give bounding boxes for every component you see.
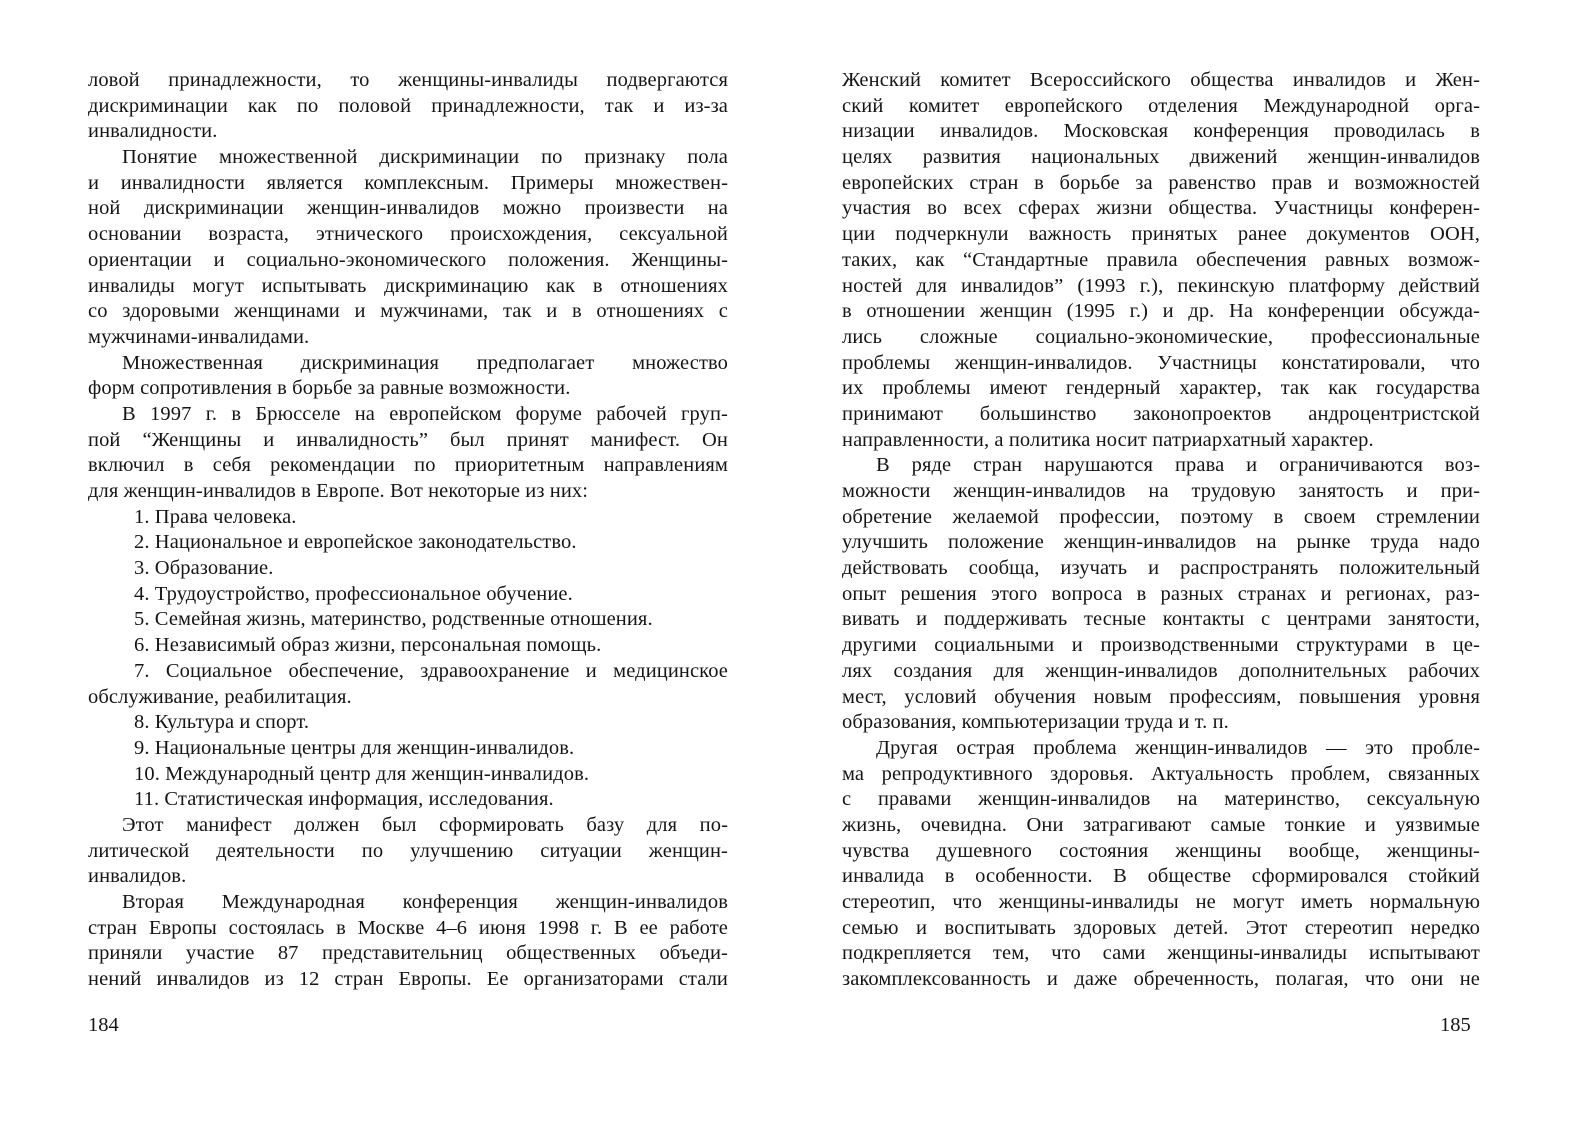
- text-line: инвалидности.: [88, 120, 218, 143]
- left-page-text: [88, 68, 728, 993]
- text-line: 1. Права человека.: [134, 505, 297, 528]
- text-line: В 1997 г. в Брюсселе на европейском форуме рабочей груп-: [122, 402, 728, 425]
- text-line: ции подчеркнули важность принятых ранее документов ООН,: [842, 223, 1480, 246]
- text-line: другими социальными и производственными структурами в це-: [842, 634, 1480, 657]
- list-item: [88, 710, 728, 736]
- right-page-text: [842, 68, 1480, 993]
- text-line: целях развития национальных движений женщин-инвалидов: [842, 146, 1480, 169]
- text-line: 10. Международный центр для женщин-инвалидов.: [134, 762, 590, 785]
- text-line: участия во всех сферах жизни общества. Участницы конферен-: [842, 197, 1480, 220]
- text-line: инвалиды могут испытывать дискриминацию как в отношениях: [88, 274, 728, 297]
- text-line: Вторая Международная конференция женщин-инвалидов: [122, 891, 728, 913]
- paragraph: [88, 890, 728, 993]
- text-line: со здоровыми женщинами и мужчинами, так и в отношениях с: [88, 300, 728, 323]
- text-line: обретение желаемой профессии, поэтому в своем стремлении: [842, 505, 1480, 528]
- list-item: [88, 607, 728, 633]
- text-line: литической деятельности по улучшению ситуации женщин-: [88, 839, 728, 862]
- text-line: 9. Национальные центры для женщин-инвалидов.: [134, 736, 575, 759]
- text-line: ский комитет европейского отделения Международной орга-: [842, 94, 1480, 117]
- text-line: направленности, а политика носит патриархатный характер.: [842, 428, 1374, 451]
- text-line: таких, как “Стандартные правила обеспечения равных возмож-: [842, 248, 1480, 271]
- list-item: [88, 633, 728, 659]
- text-line: для женщин-инвалидов в Европе. Вот некоторые из них:: [88, 480, 589, 502]
- text-line: опыт решения этого вопроса в разных странах и регионах, раз-: [842, 582, 1480, 605]
- paragraph: [88, 813, 728, 890]
- text-line: инвалида в особенности. В обществе сформировался стойкий: [842, 865, 1480, 888]
- list-item: [88, 582, 728, 608]
- paragraph: [88, 145, 728, 351]
- text-line: стран Европы состоялась в Москве 4–6 июня 1998 г. В ее работе: [88, 916, 728, 939]
- paragraph: [88, 402, 728, 505]
- list-item: [88, 505, 728, 531]
- text-line: Понятие множественной дискриминации по признаку пола: [122, 146, 728, 169]
- text-line: улучшить положение женщин-инвалидов на рынке труда надо: [842, 531, 1480, 554]
- text-line: 5. Семейная жизнь, материнство, родственные отношения.: [134, 608, 653, 631]
- text-line: в отношении женщин (1995 г.) и др. На конференции обсужда-: [842, 300, 1480, 323]
- text-line: В ряде стран нарушаются права и ограничиваются воз-: [876, 454, 1480, 477]
- text-line: ловой принадлежности, то женщины-инвалиды подвергаются: [88, 69, 728, 91]
- text-line: Другая острая проблема женщин-инвалидов — это пробле-: [876, 736, 1480, 759]
- text-line: принимают большинство законопроектов андроцентристской: [842, 402, 1480, 425]
- text-line: приняли участие 87 представительниц общественных объеди-: [88, 942, 728, 965]
- text-line: и инвалидности является комплексным. Примеры множествен-: [88, 171, 728, 194]
- text-line: ма репродуктивного здоровья. Актуальность проблем, связанных: [842, 762, 1480, 785]
- text-line: Женский комитет Всероссийского общества инвалидов и Жен-: [842, 69, 1480, 91]
- list-item: [88, 736, 728, 762]
- text-line: закомплексованность и даже обреченность, полагая, что они не: [842, 968, 1480, 991]
- text-line: мужчинами-инвалидами.: [88, 325, 310, 348]
- text-line: мест, условий обучения новым профессиям, повышения уровня: [842, 685, 1480, 708]
- text-line: форм сопротивления в борьбе за равные возможности.: [88, 377, 571, 400]
- paragraph: [88, 351, 728, 402]
- paragraph: [88, 68, 728, 145]
- text-line: инвалидов.: [88, 865, 187, 888]
- text-line: 2. Национальное и европейское законодательство.: [134, 531, 577, 554]
- text-line: стереотип, что женщины-инвалиды не могут иметь нормальную: [842, 891, 1480, 913]
- text-line: Этот манифест должен был сформировать базу для по-: [122, 813, 728, 836]
- paragraph: [842, 68, 1480, 453]
- text-line: обслуживание, реабилитация.: [88, 685, 352, 708]
- list-item: [88, 762, 728, 788]
- text-line: проблемы женщин-инвалидов. Участницы констатировали, что: [842, 351, 1480, 374]
- page-number-right: 185: [1440, 1014, 1471, 1036]
- paragraph: [842, 736, 1480, 993]
- text-line: европейских стран в борьбе за равенство прав и возможностей: [842, 171, 1480, 194]
- text-line: семью и воспитывать здоровых детей. Этот стереотип нередко: [842, 916, 1480, 939]
- text-line: образования, компьютеризации труда и т. п.: [842, 711, 1229, 734]
- text-line: включил в себя рекомендации по приоритетным направлениям: [88, 454, 728, 477]
- text-line: чувства душевного состояния женщины вообще, женщины-: [842, 839, 1480, 862]
- text-line: можности женщин-инвалидов на трудовую занятость и при-: [842, 480, 1480, 502]
- text-line: ной дискриминации женщин-инвалидов можно произвести на: [88, 197, 728, 220]
- text-line: нений инвалидов из 12 стран Европы. Ее организаторами стали: [88, 968, 728, 991]
- text-line: 7. Социальное обеспечение, здравоохранение и медицинское: [134, 659, 728, 682]
- text-line: 6. Независимый образ жизни, персональная помощь.: [134, 634, 602, 657]
- text-line: их проблемы имеют гендерный характер, так как государства: [842, 377, 1480, 400]
- list-item: [88, 787, 728, 813]
- text-line: жизнь, очевидна. Они затрагивают самые тонкие и уязвимые: [842, 813, 1480, 836]
- paragraph: [88, 659, 728, 710]
- page-number-left: 184: [88, 1014, 119, 1036]
- text-line: лись сложные социально-экономические, профессиональные: [842, 325, 1480, 348]
- text-line: 4. Трудоустройство, профессиональное обучение.: [134, 582, 573, 605]
- text-line: дискриминации как по половой принадлежности, так и из-за: [88, 94, 728, 117]
- text-line: основании возраста, этнического происхождения, сексуальной: [88, 223, 728, 246]
- text-line: пой “Женщины и инвалидность” был принят манифест. Он: [88, 428, 728, 451]
- text-line: лях создания для женщин-инвалидов дополнительных рабочих: [842, 659, 1480, 682]
- text-line: ностей для инвалидов” (1993 г.), пекинскую платформу действий: [842, 274, 1480, 297]
- list-item: [88, 556, 728, 582]
- text-line: ориентации и социально-экономического положения. Женщины-: [88, 248, 728, 271]
- text-line: 8. Культура и спорт.: [134, 711, 310, 734]
- list-item: [88, 530, 728, 556]
- text-line: с правами женщин-инвалидов на материнство, сексуальную: [842, 788, 1480, 811]
- text-line: 11. Статистическая информация, исследования.: [134, 788, 554, 811]
- text-line: 3. Образование.: [134, 557, 274, 580]
- text-line: вивать и поддерживать тесные контакты с центрами занятости,: [842, 608, 1480, 631]
- text-line: низации инвалидов. Московская конференция проводилась в: [842, 120, 1480, 143]
- text-line: действовать сообща, изучать и распространять положительный: [842, 557, 1480, 580]
- text-line: подкрепляется тем, что сами женщины-инвалиды испытывают: [842, 942, 1480, 965]
- text-line: Множественная дискриминация предполагает множество: [122, 351, 728, 374]
- paragraph: [842, 453, 1480, 736]
